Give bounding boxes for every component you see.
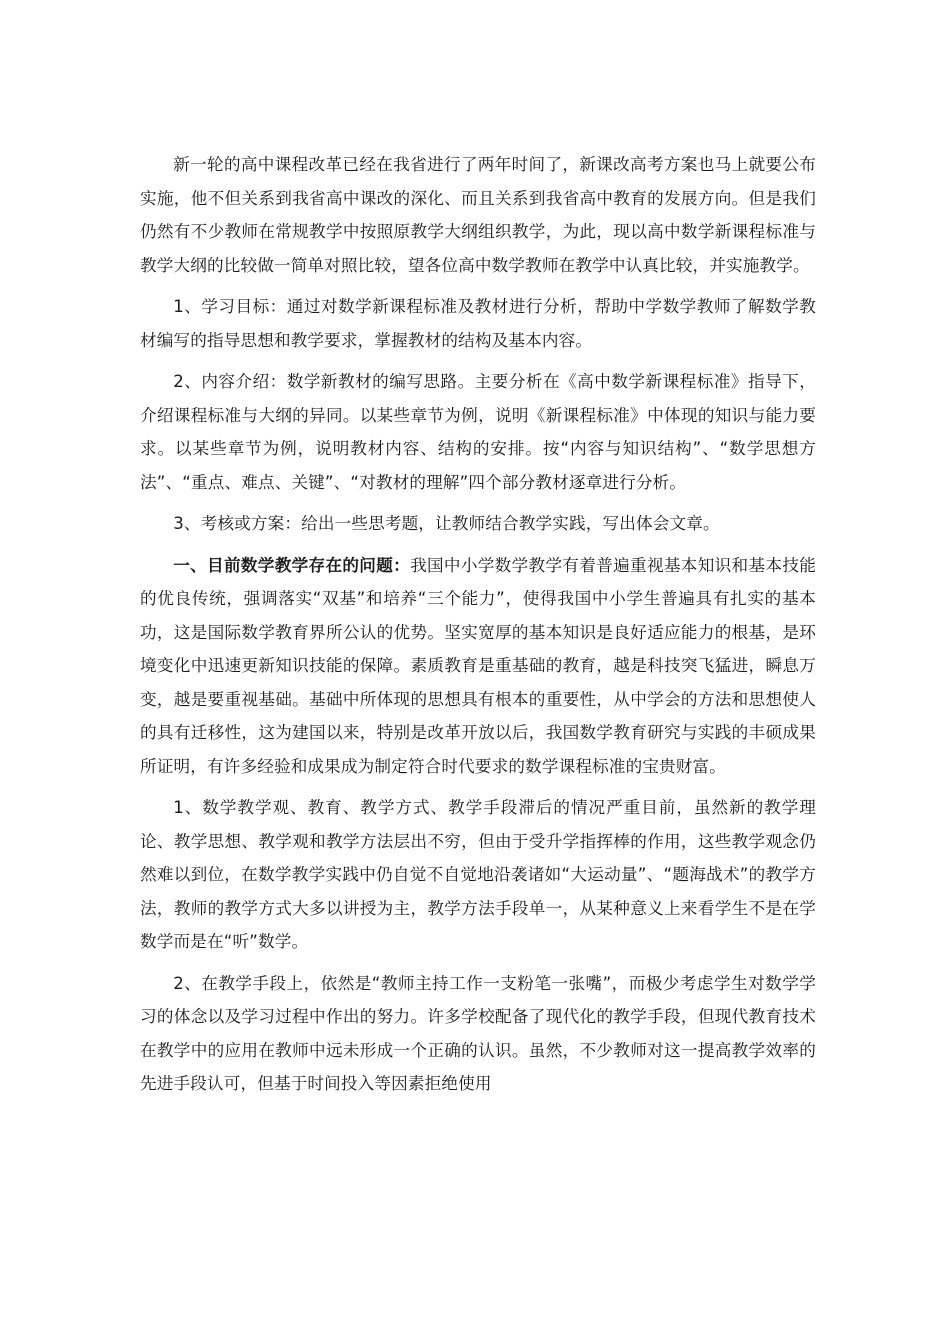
paragraph-point-2 — [140, 967, 816, 1101]
paragraph-content-intro — [140, 365, 816, 499]
paragraph-assessment — [140, 507, 816, 541]
document-body — [140, 148, 816, 1109]
section-heading-lead: 一、目前数学教学存在的问题： — [173, 555, 411, 575]
paragraph-point-1 — [140, 791, 816, 959]
paragraph-section-heading — [140, 549, 816, 784]
paragraph-text: 我国中小学数学教学有着普遍重视基本知识和基本技能的优良传统，强调落实“双基”和培养“三个能力”，使得我国中小学生普遍具有扎实的基本功，这是国际数学教育界所公认的优势。坚实宽厚的基本知识是良好适应能力的根基，是环境变化中迅速更新知识技能的保障。素质教育是重基础的教育，越是科技突飞猛进，瞬息万变，越是要重视基础。基础中所体现的思想具有根本的重要性，从中学会的方法和思想使人的具有迁移性，这为建国以来，特别是改革开放以后，我国数学教育研究与实践的丰硕成果所证明，有许多经验和成果成为制定符合时代要求的数学课程标准的宝贵财富。 — [140, 555, 816, 776]
paragraph-text: 新一轮的高中课程改革已经在我省进行了两年时间了，新课改高考方案也马上就要公布实施，他不但关系到我省高中课改的深化、而且关系到我省高中教育的发展方向。但是我们仍然有不少教师在常规教学中按照原教学大纲组织教学，为此，现以高中数学新课程标准与教学大纲的比较做一简单对照比较，望各位高中数学教师在教学中认真比较，并实施教学。 — [140, 155, 816, 275]
paragraph-text: 2、在教学手段上，依然是“教师主持工作一支粉笔一张嘴”，而极少考虑学生对数学学习的体念以及学习过程中作出的努力。许多学校配备了现代化的教学手段，但现代教育技术在教学中的应用在教师中远未形成一个正确的认识。虽然，不少教师对这一提高教学效率的先进手段认可，但基于时间投入等因素拒绝使用 — [140, 973, 816, 1093]
paragraph-text: 1、学习目标：通过对数学新课程标准及教材进行分析，帮助中学数学教师了解数学教材编写的指导思想和教学要求，掌握教材的结构及基本内容。 — [140, 297, 816, 350]
paragraph-text: 2、内容介绍：数学新教材的编写思路。主要分析在《高中数学新课程标准》指导下，介绍课程标准与大纲的异同。以某些章节为例，说明《新课程标准》中体现的知识与能力要求。以某些章节为例，说明教材内容、结构的安排。按“内容与知识结构”、“数学思想方法”、“重点、难点、关键”、“对教材的理解”四个部分教材逐章进行分析。 — [140, 372, 816, 492]
paragraph-text: 3、考核或方案：给出一些思考题，让教师结合教学实践，写出体会文章。 — [173, 514, 720, 533]
paragraph-learning-goal — [140, 290, 816, 357]
paragraph-text: 1、数学教学观、教育、教学方式、教学手段滞后的情况严重目前，虽然新的教学理论、教学思想、教学观和教学方法层出不穷，但由于受升学指挥棒的作用，这些教学观念仍然难以到位，在数学教学实践中仍自觉不自觉地沿袭诸如“大运动量”、“题海战术”的教学方法，教师的教学方式大多以讲授为主，教学方法手段单一，从某种意义上来看学生不是在学数学而是在“听”数学。 — [140, 798, 816, 951]
paragraph-intro — [140, 148, 816, 282]
